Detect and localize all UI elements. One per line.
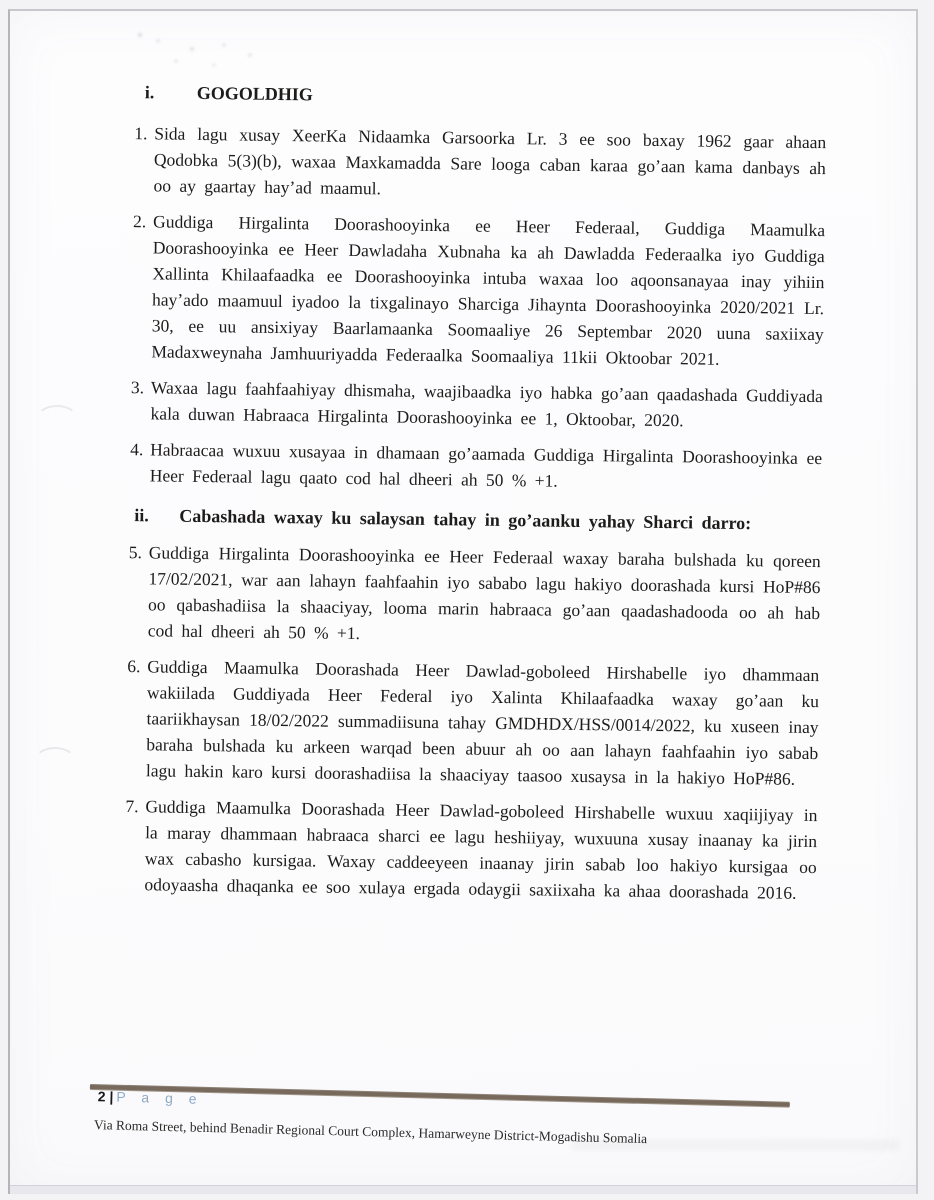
item-number: 2. bbox=[133, 211, 147, 232]
item-text: Guddiga Maamulka Doorashada Heer Dawlad-goboleed Hirshabelle wuxuu xaqiijiyay in la maray dhammaan habraaca sharci ee lagu heshiiyay, wuxuuna xusay inaanay ka jirin wax cabasho kursigaa. Waxay caddeeyeen inaanay jirin sabab loo hakiyo kursigaa oo odoyaasha dhaqanka ee soo xulaya ergada odaygii saxiixaha ka ahaa doorashada 2016. bbox=[144, 796, 818, 903]
item-text: Waxaa lagu faahfaahiyay dhismaha, waajibaadka iyo habka go’aan qaadashada Guddiyada kala duwan Habraaca Hirgalinta Doorashooyinka ee 1, Oktoobar, 2020. bbox=[150, 377, 824, 431]
list-item-7 bbox=[116, 793, 817, 906]
page-footer bbox=[89, 1085, 820, 1151]
section-heading-gogoldhig bbox=[127, 79, 827, 114]
scan-bottom-edge bbox=[10, 1185, 916, 1194]
heading-marker: i. bbox=[144, 82, 155, 103]
section-heading-cabashada bbox=[121, 502, 821, 537]
item-number: 1. bbox=[134, 123, 148, 144]
heading-marker: ii. bbox=[134, 505, 149, 526]
item-text: Guddiga Hirgalinta Doorashooyinka ee Heer Federaal, Guddiga Maamulka Doorashooyinka ee Heer Dawladaha Xubnaha ka ah Dawladda Federaalka iyo Guddiga Xallinta Khilaafaadka ee Doorashooyinka intuba waxaa loo aqoonsanayaa inay yihiin hay’ado maamuul iyadoo la tixgalinayo Sharciga Jihaynta Doorashooyinka 2020/2021 Lr. 30, ee uu ansixiyay Baarlamaanka Soomaaliye 26 Septembar 2020 uuna saxiixay Madaxweynaha Jamhuuriyadda Federaalka Soomaaliya 11kii Oktoobar 2021. bbox=[151, 211, 826, 369]
list-item-5 bbox=[120, 539, 821, 652]
page-number-label bbox=[97, 1087, 819, 1123]
document-body bbox=[116, 79, 827, 916]
scan-noise-marks bbox=[138, 33, 142, 37]
document-page bbox=[8, 9, 918, 1194]
page-word: P a g e bbox=[116, 1088, 203, 1107]
list-item-4 bbox=[122, 436, 823, 497]
item-number: 3. bbox=[130, 377, 145, 398]
punch-hole-shadow-top bbox=[36, 405, 78, 433]
list-item-3 bbox=[122, 374, 823, 435]
heading-text: GOGOLDHIG bbox=[196, 82, 313, 105]
item-number: 5. bbox=[128, 542, 143, 563]
page-number: 2 bbox=[97, 1088, 107, 1105]
item-number: 4. bbox=[130, 439, 144, 460]
item-text: Habraacaa wuxuu xusayaa in dhamaan go’aamada Guddiga Hirgalinta Doorashooyinka ee Heer Federaal lagu qaato cod hal dheeri ah 50 % +1. bbox=[149, 439, 823, 491]
list-item-2 bbox=[123, 208, 825, 373]
item-text: Sida lagu xusay XeerKa Nidaamka Garsoorka Lr. 3 ee soo baxay 1962 gaar ahaan Qodobka 5(3)(b), waxaa Maxkamadda Sare looga caban karaa go’aan kama danbays ah oo ay gaartay hay’ad maamul. bbox=[153, 123, 827, 199]
list-item-6 bbox=[118, 653, 820, 792]
list-item-1 bbox=[125, 120, 826, 207]
item-number: 6. bbox=[127, 656, 141, 677]
punch-hole-shadow-bottom bbox=[34, 747, 76, 775]
page-separator: | bbox=[109, 1088, 114, 1105]
footer-address: Via Roma Street, behind Benadir Regional Court Complex, Hamarweyne District-Mogadishu Somalia bbox=[93, 1117, 648, 1147]
heading-text: Cabashada waxay ku salaysan tahay in go’aanku yahay Sharci darro: bbox=[179, 505, 752, 534]
item-text: Guddiga Hirgalinta Doorashooyinka ee Heer Federaal waxay baraha bulshada ku qoreen 17/02/2021, war aan lahayn faahfaahin iyo sababo lagu hakiyo doorashada kursi HoP#86 oo qabashadiisa la shaaciyay, looma marin habraaca go’aan qaadashadooda oo ah hab cod hal dheeri ah 50 % +1. bbox=[147, 542, 821, 644]
item-number: 7. bbox=[125, 796, 139, 817]
item-text: Guddiga Maamulka Doorashada Heer Dawlad-goboleed Hirshabelle iyo dhammaan wakiilada Guddiyada Heer Federal iyo Xalinta Khilaafaadka waxay go’aan ku taariikhaysan 18/02/2022 summadiisuna tahay GMDHDX/HSS/0014/2022, ku xuseen inay baraha bulshada ku arkeen warqad been abuur ah oo aan lahayn faahfaahin iyo sabab lagu hakin karo kursi doorashadiisa la shaaciyay taasoo xusaysa in la hakiyo HoP#86. bbox=[145, 656, 820, 789]
